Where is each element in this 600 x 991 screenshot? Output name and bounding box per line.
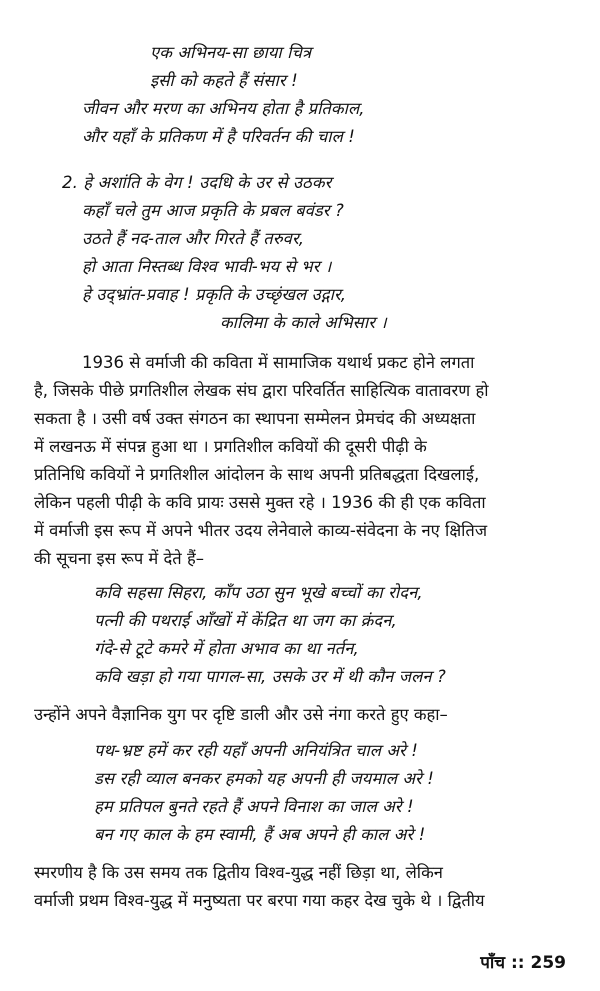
verse-line: हे उद्भ्रांत-प्रवाह ! प्रकृति के उच्छृंखल उद्गार, (82, 285, 347, 304)
verse-line: बन गए काल के हम स्वामी, हैं अब अपने ही काल अरे ! (94, 825, 426, 844)
paragraph-line: में लखनऊ में संपन्न हुआ था । प्रगतिशील कवियों की दूसरी पीढ़ी के (34, 437, 427, 456)
paragraph-line: में वर्माजी इस रूप में अपने भीतर उदय लेनेवाले काव्य-संवेदना के नए क्षितिज (34, 521, 488, 540)
verse-line: 2. हे अशांति के वेग ! उदधि के उर से उठकर (62, 173, 332, 192)
verse-line: कवि सहसा सिहरा, काँप उठा सुन भूखे बच्चों का रोदन, (94, 583, 423, 602)
page-number: पाँच :: 259 (480, 953, 566, 973)
paragraph-line: उन्होंने अपने वैज्ञानिक युग पर दृष्टि डाली और उसे नंगा करते हुए कहा– (34, 705, 448, 724)
verse-line: गंदे-से टूटे कमरे में होता अभाव का था नर्तन, (94, 639, 359, 658)
paragraph-line: स्मरणीय है कि उस समय तक द्वितीय विश्व-युद्ध नहीं छिड़ा था, लेकिन (34, 863, 443, 882)
verse-line: एक अभिनय-सा छाया चित्र (150, 43, 312, 62)
verse-line: कवि खड़ा हो गया पागल-सा, उसके उर में थी कौन जलन ? (94, 667, 446, 686)
verse-line: इसी को कहते हैं संसार ! (150, 71, 298, 90)
paragraph-line: लेकिन पहली पीढ़ी के कवि प्रायः उससे मुक्त रहे । 1936 की ही एक कविता (34, 493, 486, 512)
verse-line: और यहाँ के प्रतिकण में है परिवर्तन की चाल ! (82, 127, 355, 146)
verse-line: कहाँ चले तुम आज प्रकृति के प्रबल बवंडर ? (82, 201, 344, 220)
verse-line: डस रही व्याल बनकर हमको यह अपनी ही जयमाल अरे ! (94, 769, 434, 788)
paragraph-line: की सूचना इस रूप में देते हैं– (34, 549, 204, 568)
verse-line: पत्नी की पथराई आँखों में केंद्रित था जग का क्रंदन, (94, 611, 397, 630)
paragraph-line: वर्माजी प्रथम विश्व-युद्ध में मनुष्यता पर बरपा गया कहर देख चुके थे । द्वितीय (34, 891, 485, 910)
paragraph-line: प्रतिनिधि कवियों ने प्रगतिशील आंदोलन के साथ अपनी प्रतिबद्धता दिखलाई, (34, 465, 480, 484)
paragraph-line: सकता है । उसी वर्ष उक्त संगठन का स्थापना सम्मेलन प्रेमचंद की अध्यक्षता (34, 409, 476, 428)
paragraph-line: है, जिसके पीछे प्रगतिशील लेखक संघ द्वारा परिवर्तित साहित्यिक वातावरण हो (34, 381, 489, 400)
verse-line: हम प्रतिपल बुनते रहते हैं अपने विनाश का जाल अरे ! (94, 797, 414, 816)
verse-line: उठते हैं नद-ताल और गिरते हैं तरुवर, (82, 229, 305, 248)
verse-line: हो आता निस्तब्ध विश्व भावी-भय से भर । (82, 257, 332, 276)
paragraph-line: 1936 से वर्माजी की कविता में सामाजिक यथार्थ प्रकट होने लगता (82, 353, 475, 372)
verse-line: जीवन और मरण का अभिनय होता है प्रतिकाल, (82, 99, 365, 118)
verse-line: पथ-भ्रष्ट हमें कर रही यहाँ अपनी अनियंत्रित चाल अरे ! (94, 741, 418, 760)
verse-line: कालिमा के काले अभिसार । (220, 313, 387, 332)
